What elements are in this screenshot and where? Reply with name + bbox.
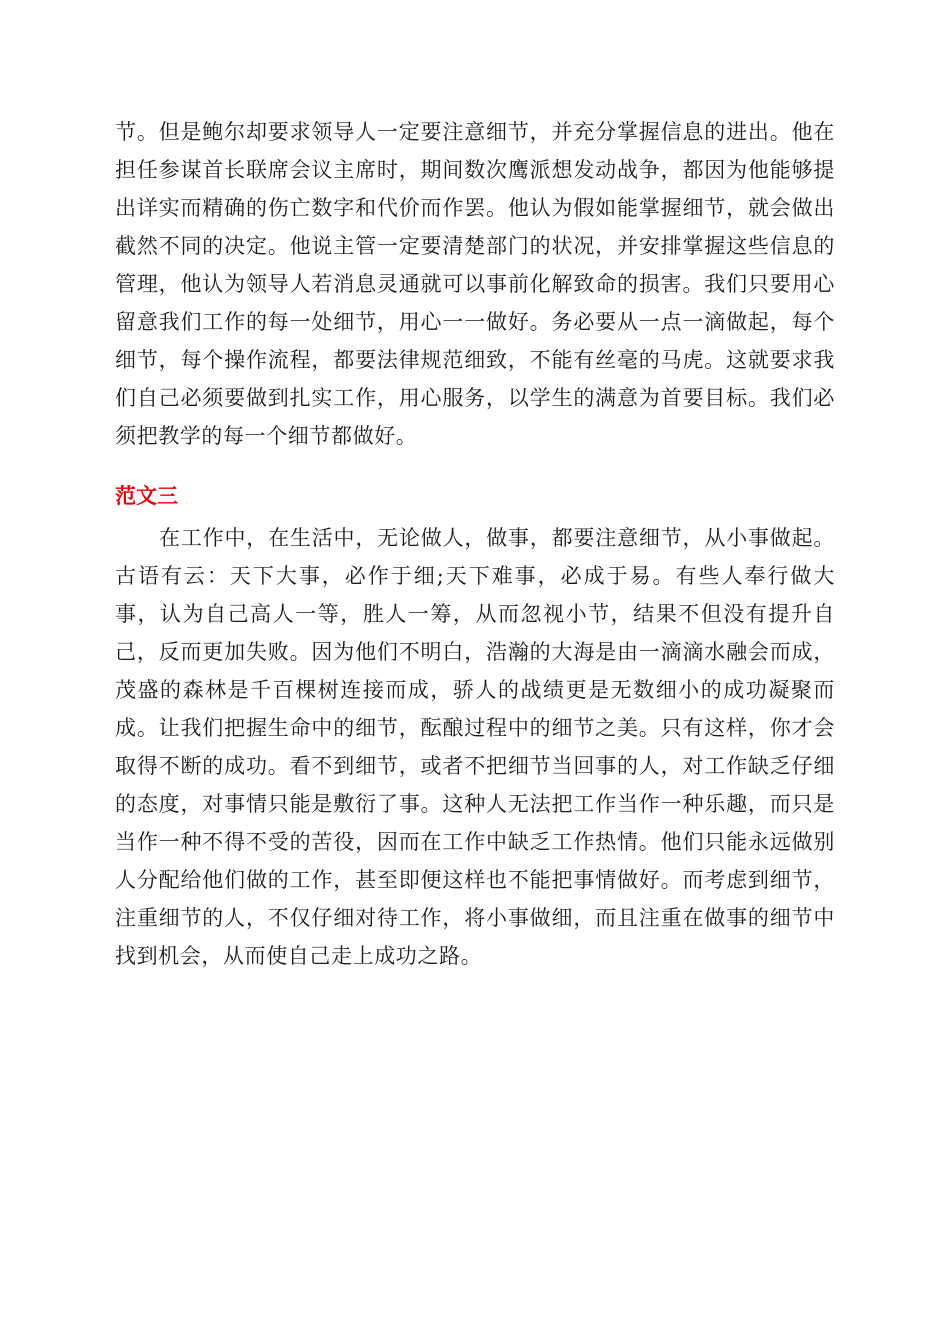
paragraph-continued: 节。但是鲍尔却要求领导人一定要注意细节，并充分掌握信息的进出。他在担任参谋首长联席会议主席时，期间数次鹰派想发动战争，都因为他能够提出详实而精确的伤亡数字和代价而作罢。他认为假如能掌握细节，就会做出截然不同的决定。他说主管一定要清楚部门的状况，并安排掌握这些信息的管理，他认为领导人若消息灵通就可以事前化解致命的损害。我们只要用心留意我们工作的每一处细节，用心一一做好。务必要从一点一滴做起，每个细节，每个操作流程，都要法律规范细致，不能有丝毫的马虎。这就要求我们自己必须要做到扎实工作，用心服务，以学生的满意为首要目标。我们必须把教学的每一个细节都做好。 <box>115 120 835 448</box>
paragraph-essay-three: 在工作中，在生活中，无论做人，做事，都要注意细节，从小事做起。古语有云：天下大事，必作于细;天下难事，必成于易。有些人奉行做大事，认为自己高人一等，胜人一筹，从而忽视小节，结果不但没有提升自己，反而更加失败。因为他们不明白，浩瀚的大海是由一滴滴水融会而成，茂盛的森林是千百棵树连接而成，骄人的战绩更是无数细小的成功凝聚而成。让我们把握生命中的细节，酝酿过程中的细节之美。只有这样，你才会取得不断的成功。看不到细节，或者不把细节当回事的人，对工作缺乏仔细的态度，对事情只能是敷衍了事。这种人无法把工作当作一种乐趣，而只是当作一种不得不受的苦役，因而在工作中缺乏工作热情。他们只能永远做别人分配给他们做的工作，甚至即便这样也不能把事情做好。而考虑到细节，注重细节的人，不仅仔细对待工作，将小事做细，而且注重在做事的细节中找到机会，从而使自己走上成功之路。 <box>115 526 835 968</box>
document-body <box>115 113 835 975</box>
section-heading: 范文三 <box>115 484 178 508</box>
